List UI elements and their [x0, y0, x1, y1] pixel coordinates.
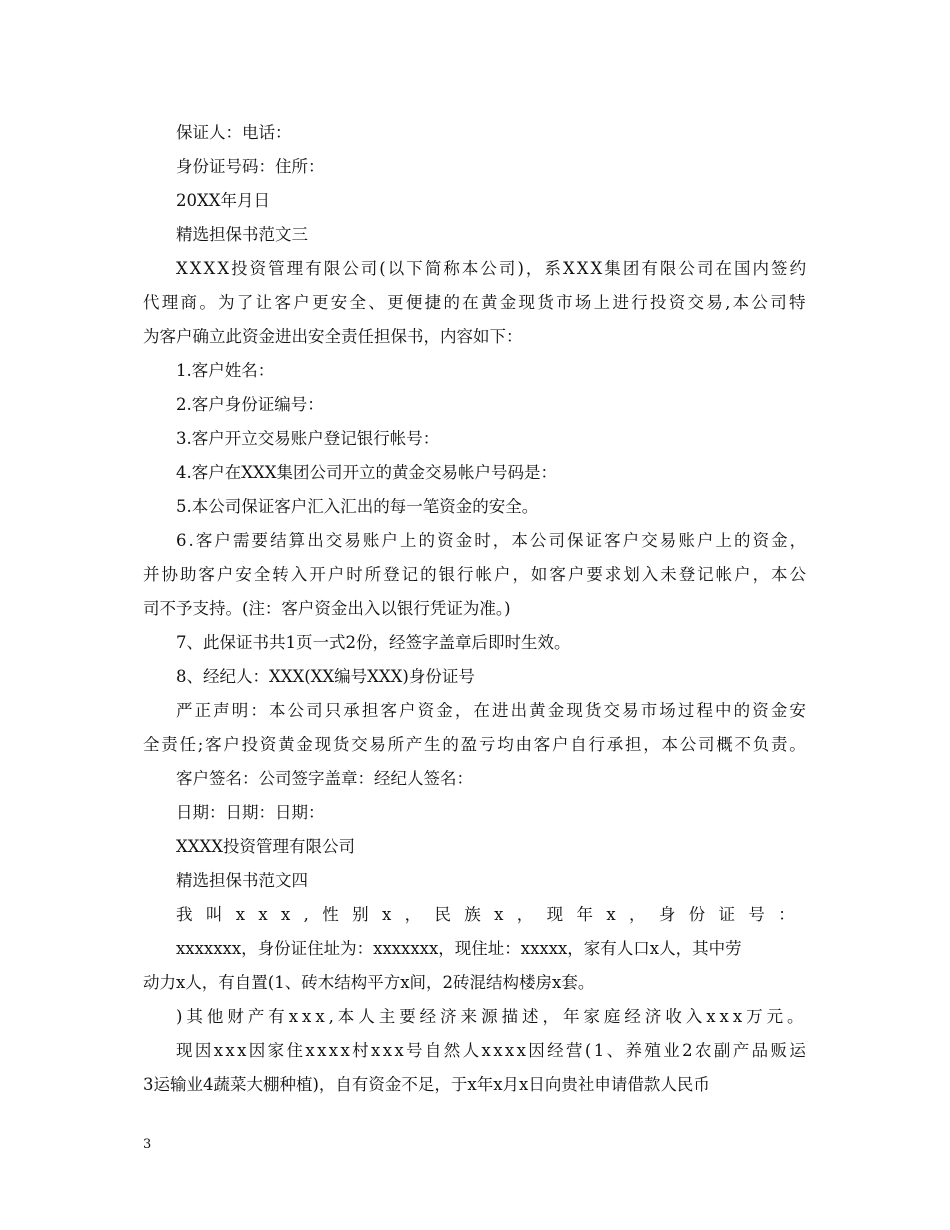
text-line: 3.客户开立交易账户登记银行帐号：: [176, 429, 440, 448]
text-line: 精选担保书范文四: [176, 871, 308, 890]
text-line: 3运输业4蔬菜大棚种植)，自有资金不足，于x年x月x日向贵社申请借款人民币: [143, 1075, 710, 1094]
text-line: 为客户确立此资金进出安全责任担保书，内容如下：: [143, 327, 523, 346]
text-line: 2.客户身份证编号：: [176, 395, 324, 414]
text-line: XXXX投资管理有限公司: [176, 837, 355, 856]
text-line: 并协助客户安全转入开户时所登记的银行帐户，如客户要求划入未登记帐户，本公: [143, 565, 808, 584]
text-line: 现因xxx因家住xxxx村xxx号自然人xxxx因经营(1、养殖业2农副产品贩运: [176, 1041, 809, 1060]
text-line: 精选担保书范文三: [176, 225, 308, 244]
text-line: 4.客户在XXX集团公司开立的黄金交易帐户号码是：: [176, 463, 557, 482]
text-line: XXXX投资管理有限公司(以下简称本公司)，系XXX集团有限公司在国内签约: [176, 259, 809, 278]
text-line: 全责任;客户投资黄金现货交易所产生的盈亏均由客户自行承担，本公司概不负责。: [143, 735, 808, 754]
text-line: 严正声明：本公司只承担客户资金，在进出黄金现货交易市场过程中的资金安: [176, 701, 808, 720]
text-line: 客户签名：公司签字盖章：经纪人签名：: [176, 769, 473, 788]
text-line: 日期：日期：日期：: [176, 803, 325, 822]
text-line: 5.本公司保证客户汇入汇出的每一笔资金的安全。: [176, 497, 539, 516]
text-line: 身份证号码：住所：: [176, 157, 325, 176]
text-line: 代理商。为了让客户更安全、更便捷的在黄金现货市场上进行投资交易,本公司特: [143, 293, 808, 312]
text-line: 7、此保证书共1页一式2份，经签字盖章后即时生效。: [176, 633, 571, 652]
text-line: 保证人：电话：: [176, 123, 292, 142]
text-line: 20XX年月日: [176, 191, 270, 210]
text-line: 动力x人，有自置(1、砖木结构平方x间，2砖混结构楼房x套。: [143, 973, 595, 992]
text-line: 司不予支持。(注：客户资金出入以银行凭证为准。): [143, 599, 511, 618]
text-line: xxxxxxx，身份证住址为：xxxxxxx，现住址：xxxxx，家有人口x人，其中劳: [176, 939, 742, 958]
text-line: 1.客户姓名：: [176, 361, 275, 380]
page-number: 3: [143, 1137, 152, 1152]
text-line: 6.客户需要结算出交易账户上的资金时，本公司保证客户交易账户上的资金，: [176, 531, 809, 550]
text-line: 8、经纪人：XXX(XX编号XXX)身份证号: [176, 667, 475, 686]
text-line: 我叫xxx,性别x，民族x，现年x，身份证号：: [176, 905, 809, 924]
text-line: )其他财产有xxx,本人主要经济来源描述，年家庭经济收入xxx万元。: [176, 1007, 808, 1026]
